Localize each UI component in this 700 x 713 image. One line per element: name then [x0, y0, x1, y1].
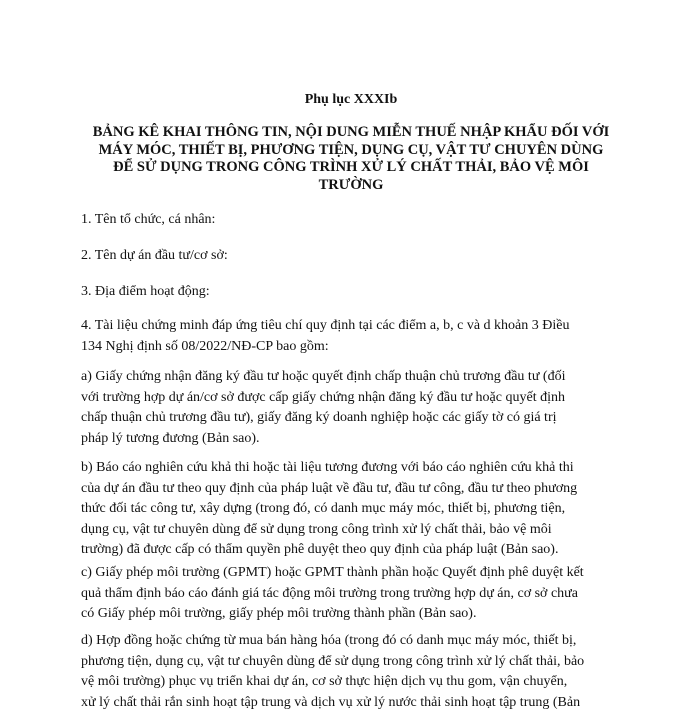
paragraph-line: a) Giấy chứng nhận đăng ký đầu tư hoặc quyết định chấp thuận chủ trương đầu tư (đối	[81, 367, 621, 388]
paragraph-line: của dự án đầu tư theo quy định của pháp luật về đầu tư, đầu tư công, đầu tư theo phương	[81, 479, 621, 500]
paragraph-line: với trường hợp dự án/cơ sở được cấp giấy chứng nhận đăng ký đầu tư hoặc quyết định	[81, 388, 621, 409]
paragraph-line: c) Giấy phép môi trường (GPMT) hoặc GPMT thành phần hoặc Quyết định phê duyệt kết	[81, 563, 621, 584]
paragraph-line: dụng cụ, vật tư chuyên dùng để sử dụng trong công trình xử lý chất thải, bảo vệ môi	[81, 520, 621, 541]
appendix-title: Phụ lục XXXIb	[81, 91, 621, 109]
document-page	[81, 0, 621, 700]
paragraph-line: 4. Tài liệu chứng minh đáp ứng tiêu chí quy định tại các điểm a, b, c và d khoản 3 Điều	[81, 316, 621, 337]
field-project-name: 2. Tên dự án đầu tư/cơ sở:	[81, 247, 621, 265]
paragraph-line: 134 Nghị định số 08/2022/NĐ-CP bao gồm:	[81, 337, 621, 358]
paragraph-line: chấp thuận chủ trương đầu tư), giấy đăng ký doanh nghiệp hoặc các giấy tờ có giá trị	[81, 408, 621, 429]
paragraph-line: vệ môi trường) phục vụ triển khai dự án, cơ sở thực hiện dịch vụ thu gom, vận chuyển,	[81, 672, 621, 693]
item-c-paragraph	[81, 563, 621, 625]
document-title-line: MÁY MÓC, THIẾT BỊ, PHƯƠNG TIỆN, DỤNG CỤ, VẬT TƯ CHUYÊN DÙNG	[81, 142, 621, 160]
field-location: 3. Địa điểm hoạt động:	[81, 283, 621, 301]
item-b-paragraph	[81, 458, 621, 561]
document-title-line: BẢNG KÊ KHAI THÔNG TIN, NỘI DUNG MIỄN THUẾ NHẬP KHẨU ĐỐI VỚI	[81, 124, 621, 142]
paragraph-line: có Giấy phép môi trường, giấy phép môi trường thành phần (Bản sao).	[81, 604, 621, 625]
paragraph-line: thức đối tác công tư, xây dựng (trong đó, có danh mục máy móc, thiết bị, phương tiện,	[81, 499, 621, 520]
paragraph-line: xử lý chất thải rắn sinh hoạt tập trung và dịch vụ xử lý nước thải sinh hoạt tập trung (Bản	[81, 693, 621, 713]
paragraph-line: trường) đã được cấp có thẩm quyền phê duyệt theo quy định của pháp luật (Bản sao).	[81, 540, 621, 561]
paragraph-line: d) Hợp đồng hoặc chứng từ mua bán hàng hóa (trong đó có danh mục máy móc, thiết bị,	[81, 631, 621, 652]
paragraph-line: quả thẩm định báo cáo đánh giá tác động môi trường trong trường hợp dự án, cơ sở chưa	[81, 584, 621, 605]
document-title-line: TRƯỜNG	[81, 177, 621, 195]
paragraph-line: phương tiện, dụng cụ, vật tư chuyên dùng để sử dụng trong công trình xử lý chất thải, bảo	[81, 652, 621, 673]
paragraph-line: pháp lý tương đương (Bản sao).	[81, 429, 621, 450]
item-a-paragraph	[81, 367, 621, 449]
document-title	[81, 124, 621, 194]
field-org-name: 1. Tên tổ chức, cá nhân:	[81, 211, 621, 229]
document-title-line: ĐỂ SỬ DỤNG TRONG CÔNG TRÌNH XỬ LÝ CHẤT THẢI, BẢO VỆ MÔI	[81, 159, 621, 177]
item-4-paragraph	[81, 316, 621, 357]
item-d-paragraph	[81, 631, 621, 713]
paragraph-line: b) Báo cáo nghiên cứu khả thi hoặc tài liệu tương đương với báo cáo nghiên cứu khả thi	[81, 458, 621, 479]
